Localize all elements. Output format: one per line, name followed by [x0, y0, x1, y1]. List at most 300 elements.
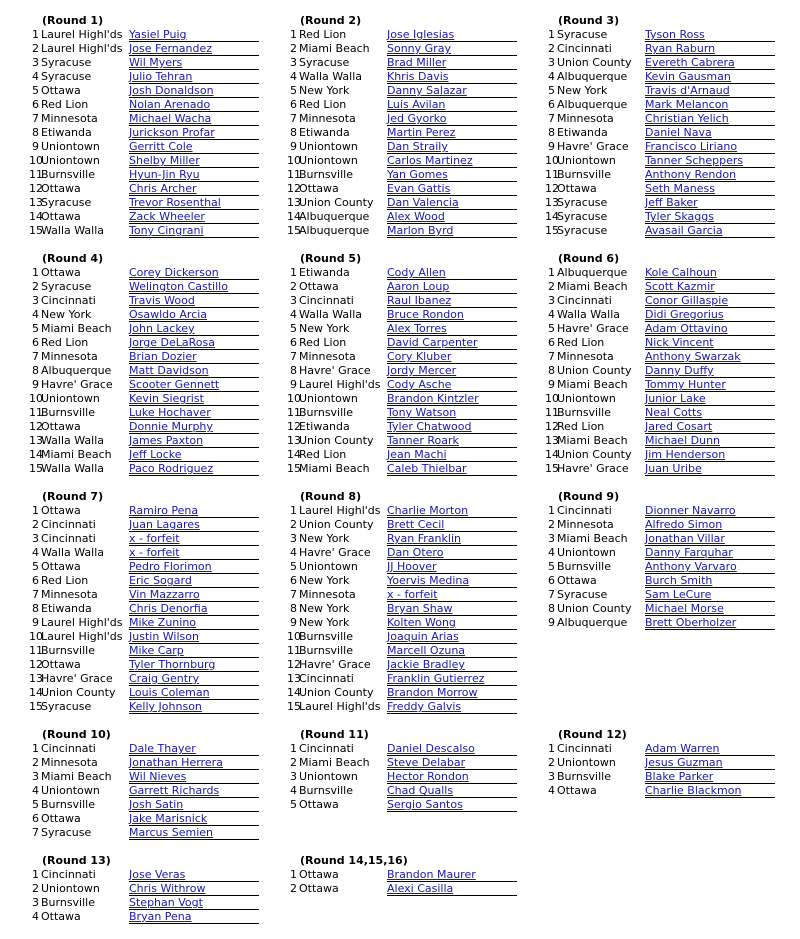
pick-row [29, 630, 269, 644]
player-link[interactable]: Vin Mazzarro [129, 588, 200, 601]
pick-number: 9 [32, 140, 39, 153]
pick-number: 6 [548, 336, 555, 349]
pick-team: Laurel Highl'ds [299, 700, 381, 713]
player-link[interactable]: Danny Duffy [645, 364, 714, 377]
player-link[interactable]: Luke Hochaver [129, 406, 211, 419]
player-link[interactable]: Welington Castillo [129, 280, 228, 293]
pick-number: 10 [29, 392, 43, 405]
pick-team: Ottawa [41, 910, 81, 923]
pick-number: 7 [290, 588, 297, 601]
player-link[interactable]: x - forfeit [129, 546, 180, 559]
player-link[interactable]: Ryan Franklin [387, 532, 461, 545]
player-link[interactable]: Evereth Cabrera [645, 56, 735, 69]
pick-number: 13 [287, 672, 301, 685]
player-link[interactable]: Jed Gyorko [387, 112, 447, 125]
pick-number: 6 [32, 574, 39, 587]
pick-team: Laurel Highl'ds [41, 616, 123, 629]
pick-team: Ottawa [299, 868, 339, 881]
player-link[interactable]: Nolan Arenado [129, 98, 211, 111]
player-link[interactable]: Dale Thayer [129, 742, 196, 755]
player-link[interactable]: Marcus Semien [129, 826, 214, 839]
pick-row [29, 518, 269, 532]
player-link[interactable]: Jackie Bradley [387, 658, 465, 671]
pick-number: 8 [548, 602, 555, 615]
player-link[interactable]: Tyson Ross [645, 28, 705, 41]
player-link[interactable]: Luis Avilan [387, 98, 446, 111]
player-link[interactable]: Franklin Gutierrez [387, 672, 485, 685]
pick-team: Burnsville [557, 168, 611, 181]
player-link[interactable]: Josh Satin [129, 798, 184, 811]
pick-team: Red Lion [41, 336, 89, 349]
player-link[interactable]: Yasiel Puig [129, 28, 187, 41]
pick-row [29, 882, 269, 896]
round-block [29, 490, 269, 714]
pick-row [287, 434, 527, 448]
player-link[interactable]: Brandon Maurer [387, 868, 476, 881]
player-link[interactable]: Brad Miller [387, 56, 447, 69]
pick-team: Red Lion [41, 98, 89, 111]
player-link[interactable]: Alfredo Simon [645, 518, 723, 531]
pick-team: Laurel Highl'ds [299, 504, 381, 517]
pick-team: Ottawa [41, 504, 81, 517]
player-link[interactable]: Jeff Locke [129, 448, 182, 461]
pick-number: 9 [290, 616, 297, 629]
pick-row [287, 364, 527, 378]
player-link[interactable]: Shelby Miller [129, 154, 200, 167]
round-title: (Round 6) [558, 252, 620, 265]
player-link[interactable]: Jose Iglesias [387, 28, 455, 41]
pick-number: 7 [32, 588, 39, 601]
pick-number: 9 [32, 616, 39, 629]
pick-row [287, 686, 527, 700]
player-link[interactable]: Anthony Swarzak [645, 350, 741, 363]
player-link[interactable]: Yoervis Medina [387, 574, 470, 587]
pick-team: Miami Beach [41, 770, 112, 783]
pick-row [29, 756, 269, 770]
player-link[interactable]: Adam Ottavino [645, 322, 728, 335]
pick-row [29, 602, 269, 616]
player-link[interactable]: James Paxton [129, 434, 204, 447]
pick-number: 7 [32, 112, 39, 125]
player-link[interactable]: Aaron Loup [387, 280, 450, 293]
player-link[interactable]: Cody Allen [387, 266, 446, 279]
pick-row [287, 882, 527, 896]
player-link[interactable]: x - forfeit [387, 588, 438, 601]
pick-row [29, 224, 269, 238]
player-link[interactable]: Dan Straily [387, 140, 448, 153]
player-link[interactable]: Bryan Pena [129, 910, 192, 923]
pick-row [29, 434, 269, 448]
pick-number: 11 [29, 406, 43, 419]
player-link[interactable]: Craig Gentry [129, 672, 200, 685]
player-link[interactable]: Garrett Richards [129, 784, 220, 797]
pick-row [29, 826, 269, 840]
player-link[interactable]: Avasail Garcia [645, 224, 723, 237]
pick-team: Burnsville [41, 644, 95, 657]
player-link[interactable]: Sergio Santos [387, 798, 463, 811]
round-title: (Round 4) [42, 252, 104, 265]
pick-row [545, 140, 785, 154]
pick-row [287, 574, 527, 588]
pick-row [287, 84, 527, 98]
player-link[interactable]: Daniel Nava [645, 126, 712, 139]
pick-number: 2 [32, 756, 39, 769]
pick-row [545, 756, 785, 770]
player-link[interactable]: Kolten Wong [387, 616, 456, 629]
pick-team: Burnsville [299, 630, 353, 643]
pick-number: 8 [548, 126, 555, 139]
pick-number: 1 [548, 28, 555, 41]
pick-number: 12 [287, 658, 301, 671]
player-link[interactable]: Dan Valencia [387, 196, 459, 209]
player-link[interactable]: Tanner Roark [387, 434, 459, 447]
pick-row [29, 378, 269, 392]
pick-team: Syracuse [557, 196, 608, 209]
pick-team: Uniontown [41, 392, 100, 405]
pick-row [545, 378, 785, 392]
player-link[interactable]: Jim Henderson [645, 448, 726, 461]
pick-row [545, 224, 785, 238]
player-link[interactable]: Didi Gregorius [645, 308, 724, 321]
player-link[interactable]: Caleb Thielbar [387, 462, 467, 475]
pick-number: 9 [548, 378, 555, 391]
player-link[interactable]: Conor Gillaspie [645, 294, 729, 307]
player-link[interactable]: Scooter Gennett [129, 378, 220, 391]
player-link[interactable]: Anthony Varvaro [645, 560, 737, 573]
player-link[interactable]: Sonny Gray [387, 42, 451, 55]
round-block [545, 728, 785, 798]
pick-number: 12 [287, 420, 301, 433]
pick-team: Minnesota [299, 112, 356, 125]
player-link[interactable]: John Lackey [129, 322, 195, 335]
pick-number: 1 [32, 742, 39, 755]
pick-number: 14 [287, 448, 301, 461]
player-link[interactable]: Jared Cosart [645, 420, 713, 433]
player-link[interactable]: Carlos Martinez [387, 154, 473, 167]
player-link[interactable]: Jordy Mercer [387, 364, 457, 377]
player-link[interactable]: Tanner Scheppers [645, 154, 744, 167]
pick-team: Ottawa [299, 798, 339, 811]
player-link[interactable]: Travis d'Arnaud [645, 84, 730, 97]
player-link[interactable]: Blake Parker [645, 770, 714, 783]
player-link[interactable]: Tony Watson [387, 406, 457, 419]
player-link[interactable]: Jonathan Herrera [129, 756, 223, 769]
pick-row [29, 742, 269, 756]
player-link[interactable]: Tony Cingrani [129, 224, 204, 237]
player-link[interactable]: Jeff Baker [645, 196, 698, 209]
pick-team: Minnesota [41, 112, 98, 125]
pick-number: 7 [290, 350, 297, 363]
pick-row [287, 70, 527, 84]
player-link[interactable]: Pedro Florimon [129, 560, 212, 573]
pick-row [29, 28, 269, 42]
player-link[interactable]: Osawldo Arcia [129, 308, 208, 321]
pick-underline [645, 475, 775, 476]
pick-row [29, 546, 269, 560]
pick-team: Miami Beach [557, 434, 628, 447]
pick-underline [129, 713, 259, 714]
player-link[interactable]: Cory Kluber [387, 350, 452, 363]
player-link[interactable]: Daniel Descalso [387, 742, 475, 755]
pick-team: Burnsville [557, 770, 611, 783]
pick-row [287, 602, 527, 616]
player-link[interactable]: Josh Donaldson [129, 84, 214, 97]
player-link[interactable]: Dionner Navarro [645, 504, 736, 517]
player-link[interactable]: Trevor Rosenthal [129, 196, 221, 209]
pick-team: Burnsville [557, 560, 611, 573]
player-link[interactable]: Brandon Morrow [387, 686, 478, 699]
player-link[interactable]: Gerritt Cole [129, 140, 193, 153]
pick-number: 2 [290, 518, 297, 531]
player-link[interactable]: Martin Perez [387, 126, 456, 139]
pick-number: 4 [290, 308, 297, 321]
pick-team: Walla Walla [41, 434, 105, 447]
player-link[interactable]: Evan Gattis [387, 182, 451, 195]
player-link[interactable]: Mark Melancon [645, 98, 729, 111]
player-link[interactable]: Jean Machi [387, 448, 447, 461]
player-link[interactable]: Hector Rondon [387, 770, 469, 783]
pick-team: Syracuse [557, 28, 608, 41]
player-link[interactable]: Jose Fernandez [129, 42, 212, 55]
player-link[interactable]: Jose Veras [129, 868, 186, 881]
player-link[interactable]: Freddy Galvis [387, 700, 462, 713]
player-link[interactable]: Jonathan Villar [645, 532, 725, 545]
player-link[interactable]: Michael Morse [645, 602, 724, 615]
pick-row [29, 868, 269, 882]
player-link[interactable]: Brian Dozier [129, 350, 197, 363]
pick-row [545, 294, 785, 308]
pick-underline [387, 475, 517, 476]
pick-team: Havre' Grace [557, 322, 629, 335]
pick-row [29, 504, 269, 518]
player-link[interactable]: Tyler Thornburg [129, 658, 216, 671]
player-link[interactable]: Michael Dunn [645, 434, 721, 447]
round-title: (Round 14,15,16) [300, 854, 408, 867]
player-link[interactable]: Alex Torres [387, 322, 447, 335]
player-link[interactable]: Juan Lagares [129, 518, 200, 531]
player-link[interactable]: Scott Kazmir [645, 280, 715, 293]
round-block [545, 490, 785, 630]
player-link[interactable]: Nick Vincent [645, 336, 714, 349]
player-link[interactable]: Alexi Casilla [387, 882, 454, 895]
player-link[interactable]: Jurickson Profar [129, 126, 215, 139]
pick-number: 7 [548, 588, 555, 601]
player-link[interactable]: Chris Denorfia [129, 602, 208, 615]
round-title: (Round 8) [300, 490, 362, 503]
pick-row [29, 700, 269, 714]
player-link[interactable]: Marcell Ozuna [387, 644, 466, 657]
player-link[interactable]: Ramiro Pena [129, 504, 199, 517]
player-link[interactable]: Charlie Morton [387, 504, 469, 517]
player-link[interactable]: Julio Tehran [129, 70, 193, 83]
pick-team: Uniontown [299, 770, 358, 783]
player-link[interactable]: Chad Qualls [387, 784, 454, 797]
player-link[interactable]: Sam LeCure [645, 588, 712, 601]
pick-underline [387, 713, 517, 714]
player-link[interactable]: Yan Gomes [387, 168, 448, 181]
pick-number: 7 [548, 350, 555, 363]
player-link[interactable]: David Carpenter [387, 336, 478, 349]
pick-number: 10 [287, 154, 301, 167]
player-link[interactable]: Hyun-Jin Ryu [129, 168, 200, 181]
player-link[interactable]: Neal Cotts [645, 406, 703, 419]
player-link[interactable]: Stephan Vogt [129, 896, 203, 909]
pick-row [287, 518, 527, 532]
pick-row [287, 546, 527, 560]
pick-number: 12 [287, 182, 301, 195]
pick-number: 15 [287, 700, 301, 713]
round-title: (Round 1) [42, 14, 104, 27]
pick-row [287, 112, 527, 126]
player-link[interactable]: Mike Carp [129, 644, 184, 657]
pick-team: Ottawa [41, 420, 81, 433]
player-link[interactable]: Donnie Murphy [129, 420, 213, 433]
player-link[interactable]: Corey Dickerson [129, 266, 219, 279]
pick-row [545, 42, 785, 56]
player-link[interactable]: Zack Wheeler [129, 210, 205, 223]
pick-team: Laurel Highl'ds [41, 630, 123, 643]
player-link[interactable]: Brett Oberholzer [645, 616, 737, 629]
player-link[interactable]: Joaquin Arias [387, 630, 459, 643]
pick-team: Syracuse [557, 210, 608, 223]
player-link[interactable]: Matt Davidson [129, 364, 209, 377]
pick-number: 9 [290, 378, 297, 391]
pick-row [545, 406, 785, 420]
player-link[interactable]: x - forfeit [129, 532, 180, 545]
player-link[interactable]: Kevin Gausman [645, 70, 731, 83]
player-link[interactable]: Juan Uribe [645, 462, 702, 475]
pick-row [29, 784, 269, 798]
player-link[interactable]: Justin Wilson [129, 630, 199, 643]
pick-row [29, 168, 269, 182]
pick-number: 13 [287, 434, 301, 447]
pick-row [545, 84, 785, 98]
player-link[interactable]: JJ Hoover [387, 560, 437, 573]
player-link[interactable]: Seth Maness [645, 182, 715, 195]
player-link[interactable]: Danny Farquhar [645, 546, 733, 559]
pick-team: Uniontown [299, 154, 358, 167]
pick-team: Union County [299, 518, 374, 531]
pick-row [29, 658, 269, 672]
pick-team: Miami Beach [41, 322, 112, 335]
player-link[interactable]: Junior Lake [645, 392, 706, 405]
player-link[interactable]: Jake Marisnick [129, 812, 208, 825]
player-link[interactable]: Steve Delabar [387, 756, 466, 769]
pick-number: 7 [32, 826, 39, 839]
pick-number: 9 [290, 140, 297, 153]
pick-team: Havre' Grace [557, 462, 629, 475]
player-link[interactable]: Jorge DeLaRosa [129, 336, 216, 349]
player-link[interactable]: Michael Wacha [129, 112, 212, 125]
player-link[interactable]: Travis Wood [129, 294, 195, 307]
pick-number: 2 [32, 518, 39, 531]
pick-number: 1 [548, 742, 555, 755]
player-link[interactable]: Burch Smith [645, 574, 713, 587]
pick-number: 1 [548, 266, 555, 279]
pick-row [287, 266, 527, 280]
player-link[interactable]: Jesus Guzman [645, 756, 723, 769]
player-link[interactable]: Raul Ibanez [387, 294, 452, 307]
pick-row [545, 560, 785, 574]
pick-row [545, 420, 785, 434]
player-link[interactable]: Bruce Rondon [387, 308, 464, 321]
pick-row [287, 350, 527, 364]
pick-number: 15 [29, 462, 43, 475]
player-link[interactable]: Eric Sogard [129, 574, 192, 587]
pick-row [287, 756, 527, 770]
player-link[interactable]: Adam Warren [645, 742, 720, 755]
pick-row [287, 630, 527, 644]
player-link[interactable]: Kevin Siegrist [129, 392, 204, 405]
player-link[interactable]: Ryan Raburn [645, 42, 716, 55]
player-link[interactable]: Marlon Byrd [387, 224, 454, 237]
pick-number: 2 [290, 42, 297, 55]
pick-team: Havre' Grace [41, 378, 113, 391]
player-link[interactable]: Anthony Rendon [645, 168, 737, 181]
pick-row [29, 364, 269, 378]
pick-number: 10 [287, 392, 301, 405]
player-link[interactable]: Brett Cecil [387, 518, 445, 531]
pick-number: 3 [32, 56, 39, 69]
pick-team: Burnsville [557, 406, 611, 419]
player-link[interactable]: Chris Archer [129, 182, 197, 195]
pick-number: 8 [290, 126, 297, 139]
player-link[interactable]: Kole Calhoun [645, 266, 717, 279]
player-link[interactable]: Christian Yelich [645, 112, 729, 125]
pick-number: 13 [29, 434, 43, 447]
pick-team: Red Lion [299, 448, 347, 461]
pick-number: 1 [290, 868, 297, 881]
player-link[interactable]: Chris Withrow [129, 882, 206, 895]
player-link[interactable]: Danny Salazar [387, 84, 467, 97]
player-link[interactable]: Mike Zunino [129, 616, 197, 629]
player-link[interactable]: Khris Davis [387, 70, 449, 83]
player-link[interactable]: Cody Asche [387, 378, 452, 391]
pick-row [545, 448, 785, 462]
pick-row [545, 280, 785, 294]
player-link[interactable]: Paco Rodriguez [129, 462, 214, 475]
player-link[interactable]: Wil Myers [129, 56, 183, 69]
player-link[interactable]: Tommy Hunter [645, 378, 726, 391]
player-link[interactable]: Brandon Kintzler [387, 392, 479, 405]
pick-row [29, 574, 269, 588]
pick-row [287, 28, 527, 42]
pick-number: 10 [29, 154, 43, 167]
player-link[interactable]: Kelly Johnson [129, 700, 202, 713]
pick-row [545, 574, 785, 588]
pick-number: 14 [287, 686, 301, 699]
player-link[interactable]: Louis Coleman [129, 686, 210, 699]
player-link[interactable]: Bryan Shaw [387, 602, 453, 615]
player-link[interactable]: Tyler Skaggs [645, 210, 714, 223]
player-link[interactable]: Alex Wood [387, 210, 445, 223]
pick-team: Cincinnati [41, 868, 96, 881]
pick-team: Ottawa [557, 182, 597, 195]
pick-team: Etiwanda [41, 126, 92, 139]
player-link[interactable]: Dan Otero [387, 546, 444, 559]
player-link[interactable]: Tyler Chatwood [387, 420, 472, 433]
pick-team: Havre' Grace [299, 546, 371, 559]
player-link[interactable]: Francisco Liriano [645, 140, 738, 153]
player-link[interactable]: Charlie Blackmon [645, 784, 742, 797]
pick-number: 15 [545, 224, 559, 237]
pick-row [29, 70, 269, 84]
player-link[interactable]: Wil Nieves [129, 770, 187, 783]
pick-row [29, 812, 269, 826]
round-block [29, 14, 269, 238]
pick-team: Etiwanda [557, 126, 608, 139]
pick-row [29, 462, 269, 476]
